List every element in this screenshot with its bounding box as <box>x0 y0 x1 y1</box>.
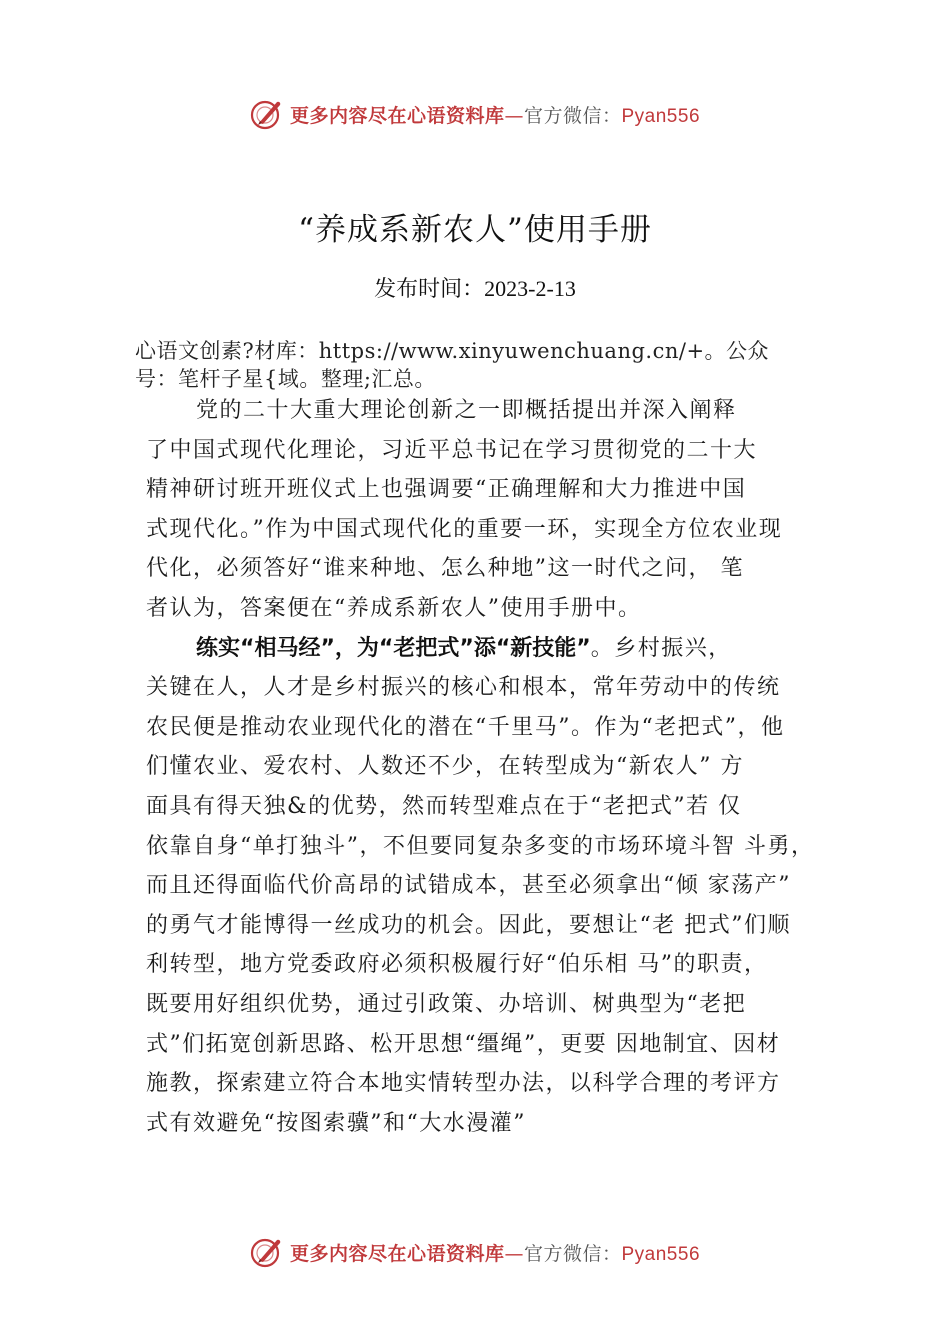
publish-date-value: 2023-2-13 <box>484 276 576 301</box>
paragraph-1 <box>146 391 836 629</box>
source-note <box>135 337 835 393</box>
footer-official-label: 官方微信： <box>523 1242 622 1265</box>
footer-main-text: 更多内容尽在心语资料库 <box>289 1242 505 1265</box>
text-line: 精神研讨班开班仪式上也强调要“正确理解和大力推进中国 <box>146 477 747 503</box>
text-line: 施教，探索建立符合本地实情转型办法，以科学合理的考评方 <box>146 1071 781 1097</box>
text-line: 既要用好组织优势，通过引政策、办培训、树典型为“老把 <box>146 991 747 1017</box>
footer-wechat-id: Pyan556 <box>621 1243 701 1265</box>
text-line: 了中国式现代化理论，习近平总书记在学习贯彻党的二十大 <box>146 437 758 463</box>
quill-logo-icon <box>250 1235 284 1269</box>
text-line: 党的二十大重大理论创新之一即概括提出并深入阐释 <box>196 398 737 423</box>
header-dash: — <box>504 104 524 127</box>
paragraph-2 <box>146 629 836 1144</box>
footer-banner-text <box>290 1239 700 1266</box>
text-line: 式”们拓宽创新思路、松开思想“缰绳”，更要 因地制宜、因材 <box>146 1031 781 1057</box>
source-line: 心语文创素?材库：https://www.xinyuwenchuang.cn/+。公众 <box>135 339 770 363</box>
header-wechat-id: Pyan556 <box>621 105 701 127</box>
text-line: 依靠自身“单打独斗”，不但要同复杂多变的市场环境斗智 斗勇， <box>146 833 815 859</box>
text-line: 们懂农业、爱农村、人数还不少，在转型成为“新农人” 方 <box>146 754 744 780</box>
paragraph-2-heading: 练实“相马经”，为“老把式”添“新技能” <box>196 635 591 661</box>
footer-banner <box>0 1232 950 1272</box>
header-banner <box>0 94 950 134</box>
source-line: 号：笔杆子星{域。整理;汇总。 <box>135 367 436 391</box>
document-title: “养成系新农人”使用手册 <box>298 212 652 248</box>
text-line: 代化，必须答好“谁来种地、怎么种地”这一时代之问， 笔 <box>146 556 744 582</box>
publish-date-label: 发布时间： <box>374 277 485 302</box>
text-line: 者认为，答案便在“养成系新农人”使用手册中。 <box>146 595 642 621</box>
header-banner-text <box>290 101 700 128</box>
text-line: 式有效避免“按图索骥”和“大水漫灌” <box>146 1110 526 1136</box>
publish-date <box>0 272 950 303</box>
text-line: 的勇气才能博得一丝成功的机会。因此，要想让“老 把式”们顺 <box>146 912 791 938</box>
quill-logo-icon <box>250 97 284 131</box>
text-line: 而且还得面临代价高昂的试错成本，甚至必须拿出“倾 家荡产” <box>146 873 791 899</box>
document-body <box>146 391 836 1143</box>
header-official-label: 官方微信： <box>523 104 622 127</box>
text-line: 农民便是推动农业现代化的潜在“千里马”。作为“老把式”，他 <box>146 714 785 740</box>
footer-dash: — <box>504 1242 524 1265</box>
text-line: 面具有得天独&的优势，然而转型难点在于“老把式”若 仅 <box>146 793 742 819</box>
header-main-text: 更多内容尽在心语资料库 <box>289 104 505 127</box>
text-line: 式现代化。”作为中国式现代化的重要一环，实现全方位农业现 <box>146 516 783 542</box>
text-line <box>146 629 836 669</box>
paragraph-2-first-rest: 。乡村振兴， <box>590 635 732 661</box>
text-line: 关键在人，人才是乡村振兴的核心和根本，常年劳动中的传统 <box>146 675 781 701</box>
text-line: 利转型，地方党委政府必须积极履行好“伯乐相 马”的职责， <box>146 952 768 978</box>
